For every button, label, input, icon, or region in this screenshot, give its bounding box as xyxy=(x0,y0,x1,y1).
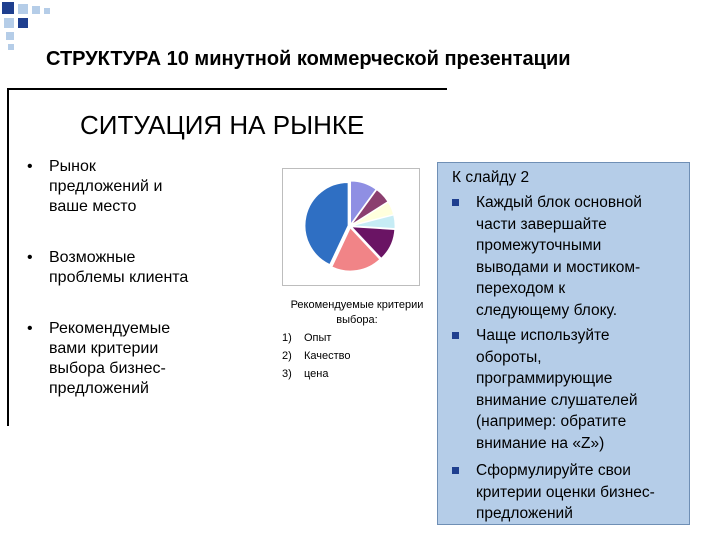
square-bullet-icon xyxy=(452,199,459,206)
bullet-line: Рекомендуемые xyxy=(49,320,171,337)
note-line: промежуточными xyxy=(476,237,602,254)
decor-square-3 xyxy=(32,6,40,14)
decor-square-4 xyxy=(44,8,50,14)
bullet-dot-icon: • xyxy=(27,320,33,337)
decor-square-2 xyxy=(18,4,28,14)
bullet-dot-icon: • xyxy=(27,249,33,266)
inner-slide-title: СИТУАЦИЯ НА РЫНКЕ xyxy=(80,110,365,140)
decor-square-5 xyxy=(4,18,14,28)
criteria-num: 3) xyxy=(282,368,292,380)
criteria-header xyxy=(282,298,432,328)
criteria-label: Опыт xyxy=(304,332,332,344)
square-bullet-icon xyxy=(452,332,459,339)
criteria-label: цена xyxy=(304,368,329,380)
note-line: Сформулируйте свои xyxy=(476,462,631,479)
note-line: Чаще используйте xyxy=(476,327,610,344)
criteria-block xyxy=(282,298,432,382)
pie-chart xyxy=(283,169,419,285)
note-line: части завершайте xyxy=(476,215,607,233)
bullet-line: проблемы клиента xyxy=(49,269,189,286)
slide-title: СТРУКТУРА 10 минутной коммерческой презентации xyxy=(46,48,571,70)
bullet-line: выбора бизнес- xyxy=(49,360,166,377)
decor-square-1 xyxy=(2,2,14,14)
criteria-item xyxy=(282,331,432,346)
note-line: Каждый блок основной xyxy=(476,194,642,211)
bullet-line: ваше место xyxy=(49,198,137,215)
pie-chart-box xyxy=(282,168,420,286)
bullet-line: предложений и xyxy=(49,178,163,195)
criteria-label: Качество xyxy=(304,350,351,362)
bullet-line: Возможные xyxy=(49,249,136,266)
criteria-header-line: Рекомендуемые критерии xyxy=(290,299,424,311)
note-line: обороты, xyxy=(476,348,542,366)
bullet-line: Рынок xyxy=(49,158,96,175)
criteria-header-line: выбора: xyxy=(336,314,378,326)
note-line: критерии оценки бизнес- xyxy=(476,483,655,501)
decor-square-8 xyxy=(8,44,14,50)
note-title: К слайду 2 xyxy=(452,169,530,186)
note-line: внимание слушателей xyxy=(476,391,638,409)
note-line: внимание на «Z») xyxy=(476,434,605,452)
note-line: выводами и мостиком- xyxy=(476,258,641,276)
square-bullet-icon xyxy=(452,467,459,474)
bullet-line: предложений xyxy=(49,380,149,397)
criteria-item xyxy=(282,349,432,364)
bullet-dot-icon: • xyxy=(27,158,33,175)
bullet-line: вами критерии xyxy=(49,340,159,357)
decor-square-6 xyxy=(18,18,28,28)
criteria-num: 1) xyxy=(282,332,292,344)
criteria-item xyxy=(282,367,432,382)
note-line: предложений xyxy=(476,505,573,522)
criteria-num: 2) xyxy=(282,350,292,362)
note-line: программирующие xyxy=(476,370,613,387)
note-line: следующему блоку. xyxy=(476,301,618,319)
decor-square-7 xyxy=(6,32,14,40)
note-box xyxy=(437,162,690,525)
note-line: (например: обратите xyxy=(476,413,627,430)
note-line: переходом к xyxy=(476,280,566,297)
